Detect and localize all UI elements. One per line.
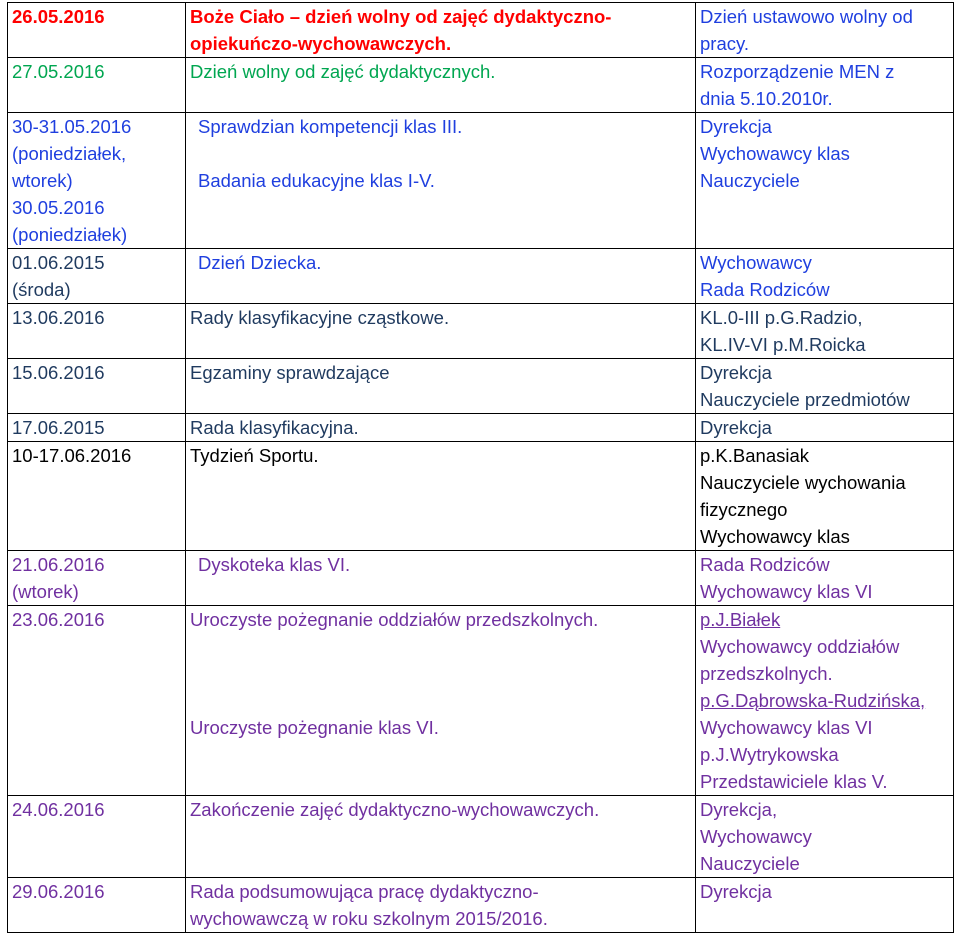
date-cell	[8, 606, 186, 796]
event-text: Zakończenie zajęć dydaktyczno-wychowawczych.	[190, 799, 600, 820]
responsible-text: Dyrekcja	[700, 362, 772, 383]
event-text: opiekuńczo-wychowawczych.	[190, 33, 452, 54]
date-text: 13.06.2016	[12, 307, 105, 328]
responsible-text: Rada Rodziców	[700, 279, 830, 300]
date-text: 30.05.2016	[12, 197, 105, 218]
responsible-cell	[696, 796, 954, 878]
event-text: Egzaminy sprawdzające	[190, 362, 390, 383]
table-row	[8, 442, 954, 551]
responsible-text: Wychowawcy	[700, 826, 812, 847]
event-cell	[186, 58, 696, 113]
date-text: 21.06.2016	[12, 554, 105, 575]
responsible-cell	[696, 249, 954, 304]
responsible-cell	[696, 304, 954, 359]
event-text: Uroczyste pożegnanie klas VI.	[190, 717, 439, 738]
event-text: Dzień wolny od zajęć dydaktycznych.	[190, 61, 496, 82]
responsible-text: Wychowawcy klas VI	[700, 717, 873, 738]
responsible-text: KL.0-III p.G.Radzio,	[700, 307, 863, 328]
responsible-text: Wychowawcy oddziałów	[700, 636, 900, 657]
date-cell	[8, 113, 186, 249]
table-row	[8, 113, 954, 249]
responsible-cell	[696, 606, 954, 796]
school-calendar-table	[7, 2, 954, 933]
responsible-text: pracy.	[700, 33, 750, 54]
responsible-text: KL.IV-VI p.M.Roicka	[700, 334, 866, 355]
event-text: wychowawczą w roku szkolnym 2015/2016.	[190, 908, 548, 929]
date-text: 17.06.2015	[12, 417, 105, 438]
date-text: 23.06.2016	[12, 609, 105, 630]
date-cell	[8, 414, 186, 442]
responsible-text: fizycznego	[700, 499, 788, 520]
responsible-text: Wychowawcy klas VI	[700, 581, 873, 602]
responsible-text: Nauczyciele	[700, 853, 800, 874]
event-text: Dzień Dziecka.	[198, 252, 322, 273]
date-cell	[8, 58, 186, 113]
responsible-text: Wychowawcy	[700, 252, 812, 273]
responsible-text: Nauczyciele wychowania	[700, 472, 906, 493]
responsible-text: p.K.Banasiak	[700, 445, 810, 466]
event-text: Rada klasyfikacyjna.	[190, 417, 359, 438]
date-text: 30-31.05.2016	[12, 116, 132, 137]
date-cell	[8, 304, 186, 359]
table-row	[8, 58, 954, 113]
responsible-cell	[696, 414, 954, 442]
date-text: 15.06.2016	[12, 362, 105, 383]
date-text: 26.05.2016	[12, 6, 105, 27]
date-cell	[8, 359, 186, 414]
responsible-text: dnia 5.10.2010r.	[700, 88, 833, 109]
responsible-text: p.J.Białek	[700, 609, 781, 630]
table-row	[8, 878, 954, 933]
event-text: Rada podsumowująca pracę dydaktyczno-	[190, 881, 539, 902]
date-text: 29.06.2016	[12, 881, 105, 902]
responsible-cell	[696, 442, 954, 551]
table-row	[8, 414, 954, 442]
responsible-cell	[696, 58, 954, 113]
event-text: Rady klasyfikacyjne cząstkowe.	[190, 307, 450, 328]
table-row	[8, 359, 954, 414]
date-cell	[8, 551, 186, 606]
event-cell	[186, 551, 696, 606]
event-cell	[186, 359, 696, 414]
event-cell	[186, 878, 696, 933]
responsible-text: p.G.Dąbrowska-Rudzińska,	[700, 690, 926, 711]
responsible-text: Wychowawcy klas	[700, 526, 850, 547]
event-cell	[186, 414, 696, 442]
event-cell	[186, 796, 696, 878]
table-row	[8, 606, 954, 796]
responsible-text: Wychowawcy klas	[700, 143, 850, 164]
date-text: (poniedziałek,	[12, 143, 127, 164]
responsible-text: Dyrekcja	[700, 881, 772, 902]
date-text: (wtorek)	[12, 581, 79, 602]
date-text: wtorek)	[12, 170, 73, 191]
table-row	[8, 3, 954, 58]
date-cell	[8, 249, 186, 304]
date-cell	[8, 796, 186, 878]
event-cell	[186, 442, 696, 551]
event-cell	[186, 3, 696, 58]
event-cell	[186, 113, 696, 249]
date-cell	[8, 442, 186, 551]
responsible-cell	[696, 551, 954, 606]
table-row	[8, 304, 954, 359]
event-text: Dyskoteka klas VI.	[198, 554, 351, 575]
event-text: Boże Ciało – dzień wolny od zajęć dydaktyczno-	[190, 6, 612, 27]
responsible-text: Dzień ustawowo wolny od	[700, 6, 913, 27]
date-text: (poniedziałek)	[12, 224, 128, 245]
responsible-text: przedszkolnych.	[700, 663, 833, 684]
event-cell	[186, 304, 696, 359]
responsible-text: Dyrekcja	[700, 116, 772, 137]
date-cell	[8, 878, 186, 933]
responsible-text: Przedstawiciele klas V.	[700, 771, 888, 792]
table-row	[8, 551, 954, 606]
table-row	[8, 796, 954, 878]
responsible-text: p.J.Wytrykowska	[700, 744, 839, 765]
date-cell	[8, 3, 186, 58]
responsible-text: Rozporządzenie MEN z	[700, 61, 895, 82]
event-text: Badania edukacyjne klas I-V.	[198, 170, 435, 191]
event-text: Sprawdzian kompetencji klas III.	[198, 116, 463, 137]
table-row	[8, 249, 954, 304]
date-text: 24.06.2016	[12, 799, 105, 820]
responsible-cell	[696, 3, 954, 58]
responsible-text: Dyrekcja	[700, 417, 772, 438]
responsible-cell	[696, 359, 954, 414]
event-cell	[186, 606, 696, 796]
responsible-text: Nauczyciele przedmiotów	[700, 389, 910, 410]
responsible-cell	[696, 878, 954, 933]
event-text: Tydzień Sportu.	[190, 445, 319, 466]
responsible-text: Dyrekcja,	[700, 799, 778, 820]
date-text: 01.06.2015	[12, 252, 105, 273]
responsible-text: Rada Rodziców	[700, 554, 830, 575]
date-text: 10-17.06.2016	[12, 445, 132, 466]
responsible-text: Nauczyciele	[700, 170, 800, 191]
date-text: 27.05.2016	[12, 61, 105, 82]
date-text: (środa)	[12, 279, 71, 300]
event-text: Uroczyste pożegnanie oddziałów przedszkolnych.	[190, 609, 599, 630]
responsible-cell	[696, 113, 954, 249]
event-cell	[186, 249, 696, 304]
